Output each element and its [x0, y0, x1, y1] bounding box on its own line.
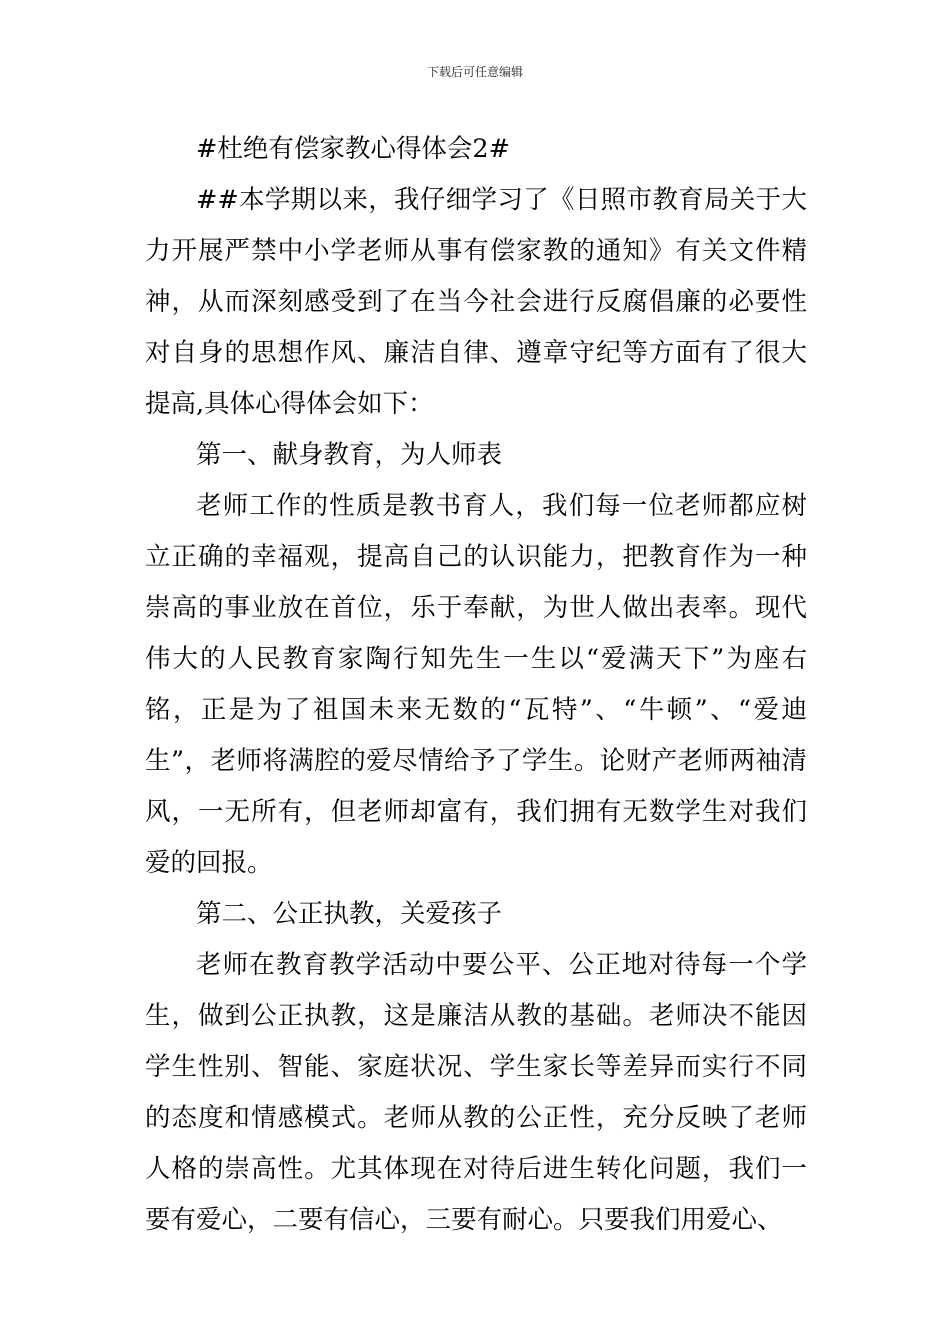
- section-heading-1: 第一、献身教育，为人师表: [196, 440, 503, 470]
- header-note: 下载后可任意编辑: [426, 65, 523, 79]
- document-body: [145, 124, 807, 1246]
- section-2-paragraph: 老师在教育教学活动中要公平、公正地对待每一个学生，做到公正执教，这是廉洁从教的基础。老师决不能因学生性别、智能、家庭状况、学生家长等差异而实行不同的态度和情感模式。老师从教的公正性，充分反映了老师人格的崇高性。尤其体现在对待后进生转化问题，我们一要有爱心，二要有信心，三要有耐心。只要我们用爱心、: [145, 950, 807, 1235]
- section-heading-2: 第二、公正执教，关爱孩子: [196, 899, 503, 929]
- intro-paragraph: ##本学期以来，我仔细学习了《日照市教育局关于大力开展严禁中小学老师从事有偿家教的通知》有关文件精神，从而深刻感受到了在当今社会进行反腐倡廉的必要性对自身的思想作风、廉洁自律、遵章守纪等方面有了很大提高,具体心得体会如下：: [145, 185, 807, 419]
- document-title: #杜绝有偿家教心得体会2#: [196, 134, 510, 164]
- section-1-paragraph: 老师工作的性质是教书育人，我们每一位老师都应树立正确的幸福观，提高自己的认识能力，把教育作为一种崇高的事业放在首位，乐于奉献，为世人做出表率。现代伟大的人民教育家陶行知先生一生以“爱满天下”为座右铭，正是为了祖国未来无数的“瓦特”、“牛顿”、“爱迪生”，老师将满腔的爱尽情给予了学生。论财产老师两袖清风，一无所有，但老师却富有，我们拥有无数学生对我们爱的回报。: [145, 491, 807, 878]
